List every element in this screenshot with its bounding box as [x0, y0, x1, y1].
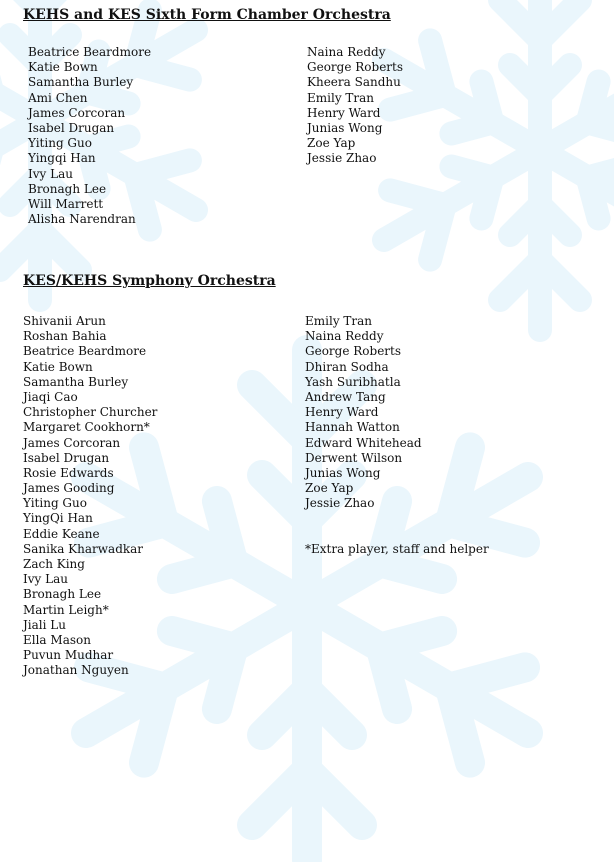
member-name: Beatrice Beardmore — [28, 45, 152, 59]
member-name: Emily Tran — [307, 90, 375, 105]
member-name: Junias Wong — [305, 465, 381, 480]
chamber-left-list — [28, 45, 151, 227]
member-name: Yingqi Han — [28, 151, 96, 166]
symphony-orchestra-title: KES/KEHS Symphony Orchestra — [23, 273, 276, 289]
member-name: Andrew Tang — [305, 389, 386, 404]
member-name: James Gooding — [23, 481, 115, 496]
member-name: Junias Wong — [307, 120, 383, 135]
member-name: Yiting Guo — [28, 136, 92, 151]
chamber-right-list — [307, 45, 403, 167]
member-name: Edward Whitehead — [305, 435, 422, 450]
member-name: Puvun Mudhar — [23, 648, 114, 663]
member-name: Samantha Burley — [28, 75, 134, 90]
member-name: Hannah Watton — [305, 420, 400, 435]
member-name: Jessie Zhao — [305, 496, 375, 511]
member-name: Alisha Narendran — [28, 212, 136, 227]
member-name: Dhiran Sodha — [305, 359, 389, 374]
symphony-right-list — [305, 314, 422, 511]
member-name: Eddie Keane — [23, 526, 100, 541]
symphony-left-list — [23, 314, 157, 679]
member-name: Ivy Lau — [23, 572, 68, 587]
member-name: James Corcoran — [23, 435, 121, 450]
member-name: Isabel Drugan — [23, 450, 110, 465]
member-name: Jiaqi Cao — [23, 389, 78, 404]
member-name: Jonathan Nguyen — [23, 663, 129, 678]
member-name: George Roberts — [305, 344, 402, 359]
member-name: Zoe Yap — [305, 481, 354, 496]
member-name: George Roberts — [307, 60, 404, 75]
member-name: Zoe Yap — [307, 136, 356, 151]
member-name: Ella Mason — [23, 632, 91, 647]
member-name: Sanika Kharwadkar — [23, 541, 144, 556]
member-name: Christopher Churcher — [23, 405, 158, 420]
member-name: YingQi Han — [23, 511, 93, 526]
member-name: Yiting Guo — [23, 496, 87, 511]
member-name: Kheera Sandhu — [307, 75, 401, 90]
member-name: Martin Leigh* — [23, 602, 109, 617]
member-name: Shivanii Arun — [23, 314, 106, 328]
member-name: Bronagh Lee — [28, 181, 107, 196]
member-name: Katie Bown — [23, 359, 93, 374]
member-name: Henry Ward — [307, 105, 381, 120]
member-name: Beatrice Beardmore — [23, 344, 147, 359]
member-name: Derwent Wilson — [305, 450, 403, 465]
member-name: Katie Bown — [28, 60, 98, 75]
member-name: Isabel Drugan — [28, 120, 115, 135]
member-name: Naina Reddy — [305, 329, 384, 344]
member-name: Ami Chen — [28, 90, 88, 105]
member-name: Jiali Lu — [23, 617, 66, 632]
member-name: Samantha Burley — [23, 374, 129, 389]
member-name: James Corcoran — [28, 105, 126, 120]
member-name: Bronagh Lee — [23, 587, 102, 602]
member-name: Roshan Bahia — [23, 329, 107, 344]
chamber-orchestra-title: KEHS and KES Sixth Form Chamber Orchestra — [23, 7, 391, 23]
member-name: Rosie Edwards — [23, 465, 114, 480]
member-name: Zach King — [23, 557, 85, 571]
member-name: Margaret Cookhorn* — [23, 420, 150, 435]
member-name: Yash Suribhatla — [305, 374, 401, 389]
extra-player-note: *Extra player, staff and helper — [305, 542, 489, 556]
member-name: Naina Reddy — [307, 45, 386, 59]
member-name: Ivy Lau — [28, 166, 73, 181]
member-name: Emily Tran — [305, 314, 373, 328]
member-name: Will Marrett — [28, 196, 104, 211]
member-name: Jessie Zhao — [307, 151, 377, 166]
member-name: Henry Ward — [305, 405, 379, 420]
